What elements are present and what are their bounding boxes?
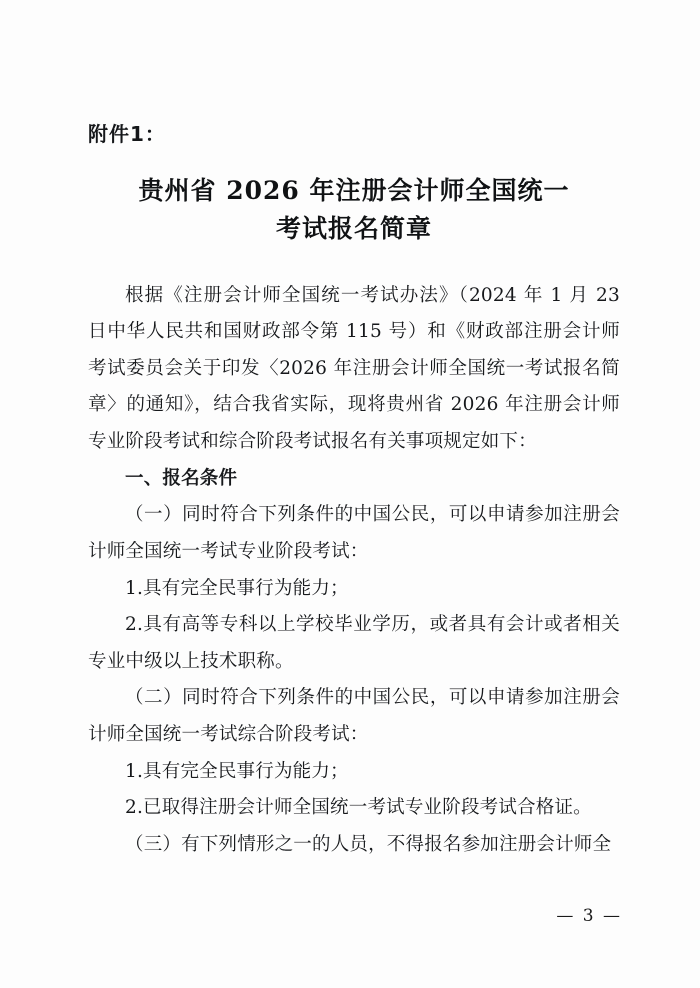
attachment-label: 附件1： xyxy=(88,122,166,146)
page-title xyxy=(88,173,620,248)
paragraph-intro: 根据《注册会计师全国统一考试办法》（2024 年 1 月 23 日中华人民共和国财政部令第 115 号）和《财政部注册会计师考试委员会关于印发〈2026 年注册会计师全国统一考试报名简章〉的通知》，结合我省实际，现将贵州省 2026 年注册会计师专业阶段考试和综合阶段考试报名有关事项规定如下： xyxy=(88,284,620,452)
paragraph-item-5: 1.具有完全民事行为能力； xyxy=(125,760,349,782)
paragraph-item-4: （二）同时符合下列条件的中国公民，可以申请参加注册会计师全国统一考试综合阶段考试： xyxy=(88,687,620,745)
paragraph-item-3: 2.具有高等专科以上学校毕业学历，或者具有会计或者相关专业中级以上技术职称。 xyxy=(88,614,620,672)
paragraph-item-6: 2.已取得注册会计师全国统一考试专业阶段考试合格证。 xyxy=(125,797,592,819)
paragraph-item-7: （三）有下列情形之一的人员，不得报名参加注册会计师全 xyxy=(125,833,612,855)
page-title-line-2: 考试报名简章 xyxy=(275,214,432,244)
section-heading-registration-requirements: 一、报名条件 xyxy=(125,467,238,489)
document-body xyxy=(88,278,620,864)
paragraph-item-2: 1.具有完全民事行为能力； xyxy=(125,577,349,599)
paragraph-item-1: （一）同时符合下列条件的中国公民，可以申请参加注册会计师全国统一考试专业阶段考试： xyxy=(88,504,620,562)
page-number: — 3 — xyxy=(556,906,622,926)
page-title-line-1: 贵州省 2026 年注册会计师全国统一 xyxy=(138,176,570,205)
